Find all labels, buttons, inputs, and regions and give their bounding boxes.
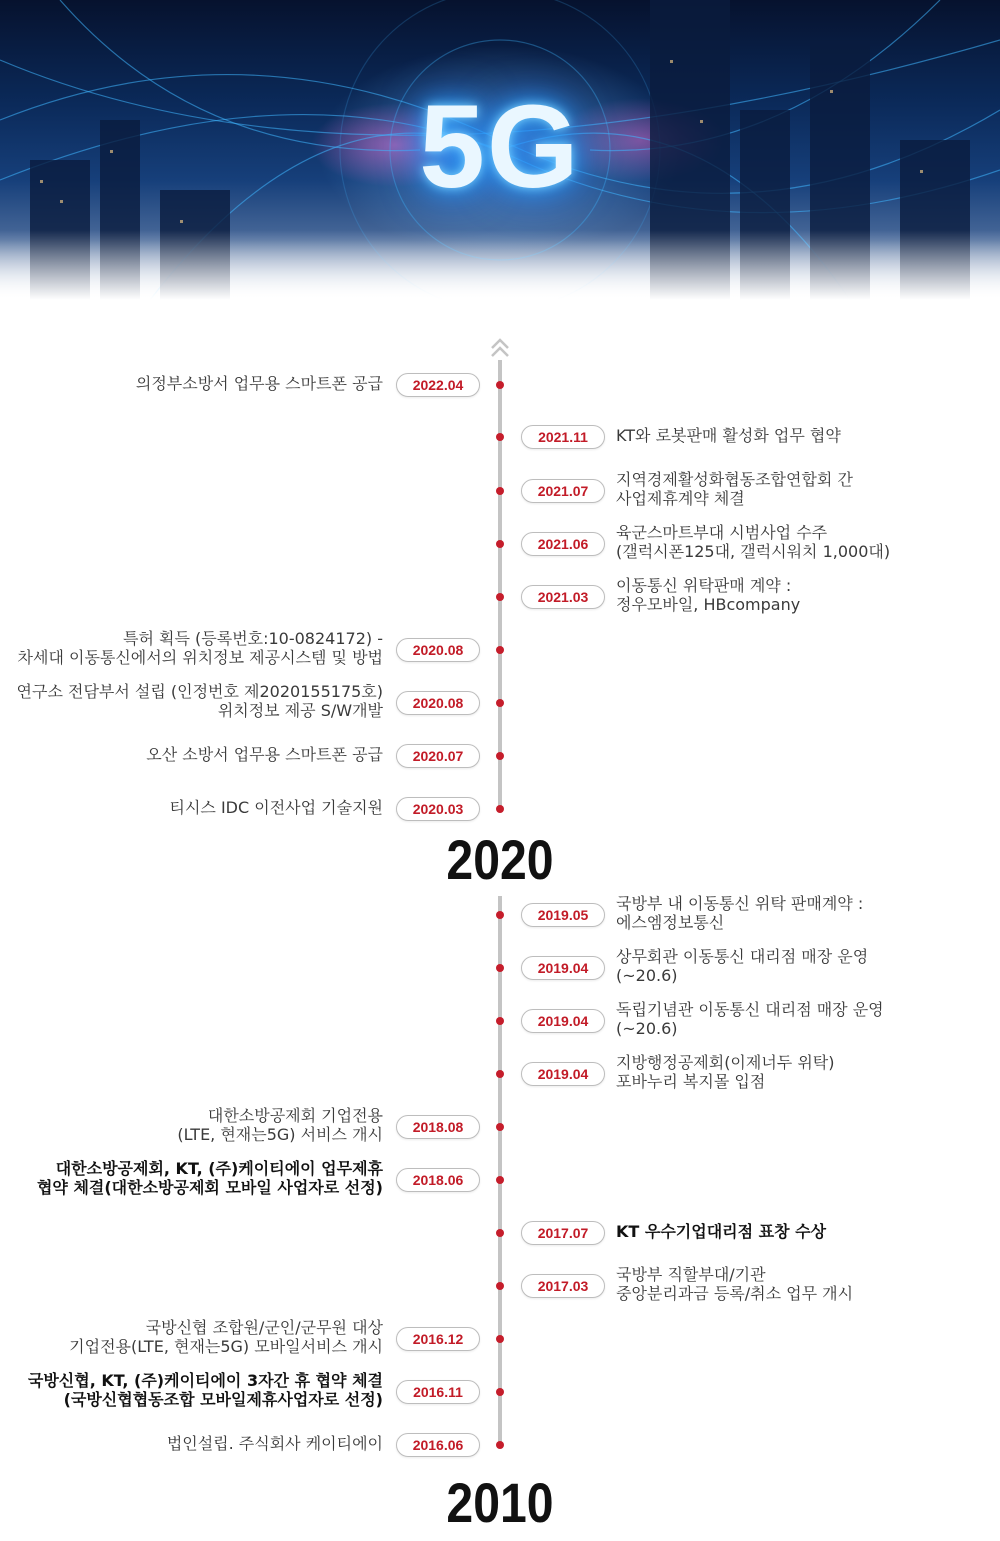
event-date-badge: 2019.04 [521,1062,605,1086]
timeline-dot [496,487,504,495]
timeline-dot [496,1176,504,1184]
timeline-dot [496,1282,504,1290]
event-description [616,470,853,508]
event-description-line: 이동통신 위탁판매 계약 : [616,576,792,595]
event-description-line: 대한소방공제회 기업전용 [207,1106,383,1125]
event-date-badge: 2020.03 [396,797,480,821]
timeline-dot [496,1441,504,1449]
event-description-line: 사업제휴계약 체결 [616,489,745,508]
event-description [146,745,383,764]
double-chevron-up-icon [490,336,510,362]
timeline-dot [496,699,504,707]
timeline-axis-lower [498,896,502,1446]
timeline-dot [496,1335,504,1343]
timeline-dot [496,1123,504,1131]
event-description-line: 특허 획득 (등록번호:10-0824172) - [123,629,383,648]
event-description-line: 위치정보 제공 S/W개발 [217,701,383,720]
event-date-badge: 2020.08 [396,638,480,662]
event-date-badge: 2019.04 [521,956,605,980]
event-description-line: 포바누리 복지몰 입점 [616,1072,766,1091]
event-date-badge: 2017.03 [521,1274,605,1298]
event-description-line: 국방부 내 이동통신 위탁 판매계약 : [616,894,864,913]
event-description [69,1318,383,1356]
event-description [616,426,841,445]
event-date-badge: 2016.11 [396,1380,480,1404]
event-description-line: 육군스마트부대 시범사업 수주 [616,523,828,542]
event-description-line: 차세대 이동통신에서의 위치정보 제공시스템 및 방법 [17,648,383,667]
event-description-line: 국방신협 조합원/군인/군무원 대상 [145,1318,383,1337]
event-description-line: 국방부 직할부대/기관 [616,1265,766,1284]
event-description-line: (갤럭시폰125대, 갤럭시워치 1,000대) [616,542,891,561]
event-description-line: 에스엠정보통신 [616,913,725,932]
event-date-badge: 2020.08 [396,691,480,715]
event-description-line: 정우모바일, HBcompany [616,595,801,614]
timeline-dot [496,964,504,972]
event-description-line: 지방행정공제회(이제너두 위탁) [616,1053,835,1072]
event-description [616,1000,884,1038]
event-description-line: 연구소 전담부서 설립 (인정번호 제2020155175호) [16,682,383,701]
event-description-line: 상무회관 이동통신 대리점 매장 운영 [616,947,869,966]
event-date-badge: 2019.04 [521,1009,605,1033]
timeline-dot [496,752,504,760]
event-description-line: 대한소방공제회, KT, (주)케이티에이 업무제휴 [55,1159,383,1178]
decade-marker-2010: 2010 [446,1471,554,1534]
timeline-dot [496,646,504,654]
event-date-badge: 2016.06 [396,1433,480,1457]
event-description-line: 의정부소방서 업무용 스마트폰 공급 [135,373,383,393]
timeline-dot [496,433,504,441]
event-date-badge: 2017.07 [521,1221,605,1245]
event-description [616,1265,853,1303]
event-description [170,798,384,817]
timeline-dot [496,381,504,389]
decade-marker-2020: 2020 [446,828,554,891]
event-date-badge: 2021.11 [521,425,605,449]
event-description [616,894,863,932]
event-date-badge: 2019.05 [521,903,605,927]
event-description-line: (국방신협협동조합 모바일제휴사업자로 선정) [63,1390,383,1409]
event-description-line: (~20.6) [616,966,678,985]
event-description-line: 법인설립. 주식회사 케이티에이 [166,1433,383,1453]
event-description [616,1222,826,1241]
hero-banner [0,0,1000,300]
event-date-badge: 2021.03 [521,585,605,609]
event-description [136,374,383,393]
event-date-badge: 2016.12 [396,1327,480,1351]
hero-fade [0,230,1000,300]
timeline-axis-upper [498,360,502,812]
timeline-dot [496,1070,504,1078]
event-date-badge: 2021.07 [521,479,605,503]
event-description-line: KT 우수기업대리점 표창 수상 [616,1221,827,1241]
timeline-dot [496,805,504,813]
event-description-line: KT와 로봇판매 활성화 업무 협약 [616,425,841,445]
event-description-line: 티시스 IDC 이전사업 기술지원 [169,797,383,817]
event-description-line: 지역경제활성화협동조합연합회 간 [616,470,853,489]
event-description-line: (LTE, 현재는5G) 서비스 개시 [177,1125,383,1144]
event-description [167,1434,383,1453]
event-description-line: 오산 소방서 업무용 스마트폰 공급 [146,744,383,764]
event-date-badge: 2018.06 [396,1168,480,1192]
timeline-dot [496,1229,504,1237]
event-description-line: 국방신협, KT, (주)케이티에이 3자간 휴 협약 체결 [27,1371,383,1390]
timeline-dot [496,1017,504,1025]
event-description-line: 중앙분리과금 등록/취소 업무 개시 [616,1284,854,1303]
event-description-line: 기업전용(LTE, 현재는5G) 모바일서비스 개시 [69,1337,383,1356]
timeline-dot [496,911,504,919]
event-date-badge: 2018.08 [396,1115,480,1139]
event-description [616,1053,835,1091]
event-description [17,682,383,720]
event-description [28,1371,383,1409]
hero-5g-title: 5G [419,81,581,213]
event-description [616,523,890,561]
event-description-line: 독립기념관 이동통신 대리점 매장 운영 [616,1000,884,1019]
timeline-dot [496,540,504,548]
event-date-badge: 2022.04 [396,373,480,397]
event-description [18,629,383,667]
timeline-dot [496,593,504,601]
event-description-line: 협약 체결(대한소방공제회 모바일 사업자로 선정) [36,1178,383,1197]
event-date-badge: 2020.07 [396,744,480,768]
event-description [616,576,800,614]
event-date-badge: 2021.06 [521,532,605,556]
event-description-line: (~20.6) [616,1019,678,1038]
event-description [177,1106,383,1144]
timeline-dot [496,1388,504,1396]
event-description [616,947,868,985]
event-description [37,1159,383,1197]
